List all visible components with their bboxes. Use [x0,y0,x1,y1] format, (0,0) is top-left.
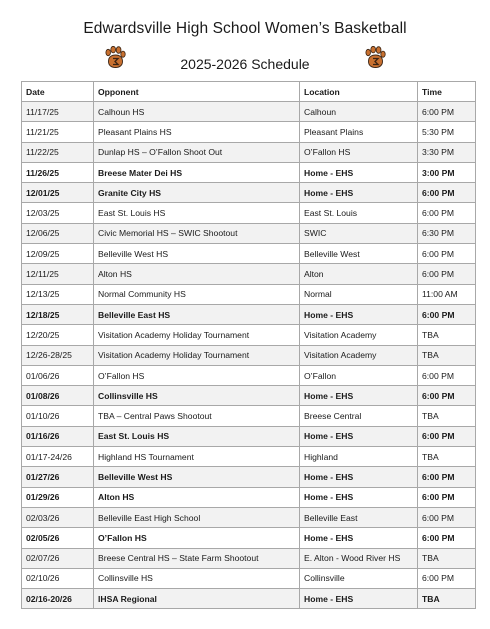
table-row [22,467,476,487]
cell-date: 12/06/25 [22,223,94,243]
cell-date: 12/11/25 [22,264,94,284]
cell-location: Normal [300,284,418,304]
cell-date: 02/05/26 [22,528,94,548]
cell-time: 6:00 PM [418,264,476,284]
table-row [22,183,476,203]
cell-location: Breese Central [300,406,418,426]
table-row [22,142,476,162]
cell-date: 01/08/26 [22,386,94,406]
cell-date: 11/17/25 [22,102,94,122]
table-row [22,284,476,304]
cell-location: Pleasant Plains [300,122,418,142]
cell-time: 11:00 AM [418,284,476,304]
cell-date: 01/10/26 [22,406,94,426]
cell-location: Home - EHS [300,528,418,548]
cell-date: 02/03/26 [22,507,94,527]
cell-time: 6:00 PM [418,304,476,324]
cell-opponent: Breese Central HS – State Farm Shootout [94,548,300,568]
cell-time: 6:00 PM [418,102,476,122]
cell-location: Home - EHS [300,304,418,324]
cell-opponent: Collinsville HS [94,568,300,588]
cell-opponent: O’Fallon HS [94,528,300,548]
table-row [22,162,476,182]
cell-opponent: Granite City HS [94,183,300,203]
cell-time: 6:30 PM [418,223,476,243]
cell-date: 11/22/25 [22,142,94,162]
cell-date: 12/13/25 [22,284,94,304]
cell-date: 01/06/26 [22,365,94,385]
schedule-table [21,81,476,609]
cell-date: 02/16-20/26 [22,589,94,609]
cell-location: Alton [300,264,418,284]
cell-time: TBA [418,548,476,568]
table-row [22,325,476,345]
cell-location: Home - EHS [300,183,418,203]
cell-opponent: Pleasant Plains HS [94,122,300,142]
schedule-rows [22,102,476,609]
cell-time: TBA [418,589,476,609]
cell-date: 12/18/25 [22,304,94,324]
cell-date: 01/29/26 [22,487,94,507]
cell-opponent: Collinsville HS [94,386,300,406]
table-row [22,568,476,588]
cell-date: 02/10/26 [22,568,94,588]
cell-opponent: Highland HS Tournament [94,447,300,467]
cell-time: 6:00 PM [418,568,476,588]
cell-opponent: Dunlap HS – O’Fallon Shoot Out [94,142,300,162]
cell-time: TBA [418,406,476,426]
cell-opponent: Belleville West HS [94,244,300,264]
column-header-date: Date [22,82,94,102]
cell-time: 6:00 PM [418,467,476,487]
cell-time: 3:00 PM [418,162,476,182]
cell-time: 6:00 PM [418,487,476,507]
cell-location: Home - EHS [300,589,418,609]
cell-time: 6:00 PM [418,203,476,223]
table-row [22,426,476,446]
column-header-time: Time [418,82,476,102]
cell-location: Home - EHS [300,386,418,406]
cell-opponent: Civic Memorial HS – SWIC Shootout [94,223,300,243]
cell-location: Home - EHS [300,487,418,507]
schedule-subtitle: 2025-2026 Schedule [180,56,310,72]
cell-date: 01/17-24/26 [22,447,94,467]
cell-opponent: East St. Louis HS [94,426,300,446]
table-row [22,264,476,284]
cell-location: Home - EHS [300,467,418,487]
cell-date: 12/26-28/25 [22,345,94,365]
cell-time: 6:00 PM [418,386,476,406]
cell-time: 6:00 PM [418,426,476,446]
table-row [22,528,476,548]
cell-opponent: Visitation Academy Holiday Tournament [94,345,300,365]
cell-location: Visitation Academy [300,325,418,345]
table-row [22,548,476,568]
cell-date: 02/07/26 [22,548,94,568]
cell-location: E. Alton - Wood River HS [300,548,418,568]
column-header-opponent: Opponent [94,82,300,102]
cell-opponent: Breese Mater Dei HS [94,162,300,182]
cell-time: 5:30 PM [418,122,476,142]
cell-time: TBA [418,447,476,467]
table-row [22,244,476,264]
cell-location: Belleville East [300,507,418,527]
cell-date: 11/26/25 [22,162,94,182]
cell-date: 01/16/26 [22,426,94,446]
cell-location: Highland [300,447,418,467]
page-title: Edwardsville High School Women’s Basketball [83,20,407,37]
cell-opponent: TBA – Central Paws Shootout [94,406,300,426]
cell-opponent: Belleville East HS [94,304,300,324]
table-row [22,386,476,406]
cell-date: 12/09/25 [22,244,94,264]
cell-opponent: Belleville West HS [94,467,300,487]
table-row [22,345,476,365]
cell-location: Visitation Academy [300,345,418,365]
table-row [22,223,476,243]
cell-location: SWIC [300,223,418,243]
cell-opponent: East St. Louis HS [94,203,300,223]
table-row [22,589,476,609]
cell-date: 01/27/26 [22,467,94,487]
table-row [22,203,476,223]
table-header-row [22,82,476,102]
cell-time: TBA [418,325,476,345]
cell-location: Home - EHS [300,426,418,446]
cell-time: 6:00 PM [418,365,476,385]
cell-date: 12/01/25 [22,183,94,203]
cell-date: 12/03/25 [22,203,94,223]
column-header-location: Location [300,82,418,102]
table-row [22,487,476,507]
table-row [22,304,476,324]
cell-location: Home - EHS [300,162,418,182]
table-row [22,507,476,527]
cell-location: Belleville West [300,244,418,264]
table-row [22,447,476,467]
cell-opponent: Belleville East High School [94,507,300,527]
cell-location: Collinsville [300,568,418,588]
cell-time: 6:00 PM [418,528,476,548]
table-row [22,365,476,385]
cell-opponent: Alton HS [94,487,300,507]
cell-location: O’Fallon HS [300,142,418,162]
cell-opponent: Alton HS [94,264,300,284]
cell-opponent: IHSA Regional [94,589,300,609]
cell-time: 6:00 PM [418,244,476,264]
cell-time: TBA [418,345,476,365]
cell-opponent: O’Fallon HS [94,365,300,385]
table-row [22,102,476,122]
cell-time: 3:30 PM [418,142,476,162]
cell-location: O’Fallon [300,365,418,385]
table-row [22,122,476,142]
cell-date: 12/20/25 [22,325,94,345]
cell-time: 6:00 PM [418,183,476,203]
table-row [22,406,476,426]
cell-location: Calhoun [300,102,418,122]
cell-opponent: Normal Community HS [94,284,300,304]
cell-opponent: Visitation Academy Holiday Tournament [94,325,300,345]
cell-time: 6:00 PM [418,507,476,527]
cell-location: East St. Louis [300,203,418,223]
cell-opponent: Calhoun HS [94,102,300,122]
cell-date: 11/21/25 [22,122,94,142]
